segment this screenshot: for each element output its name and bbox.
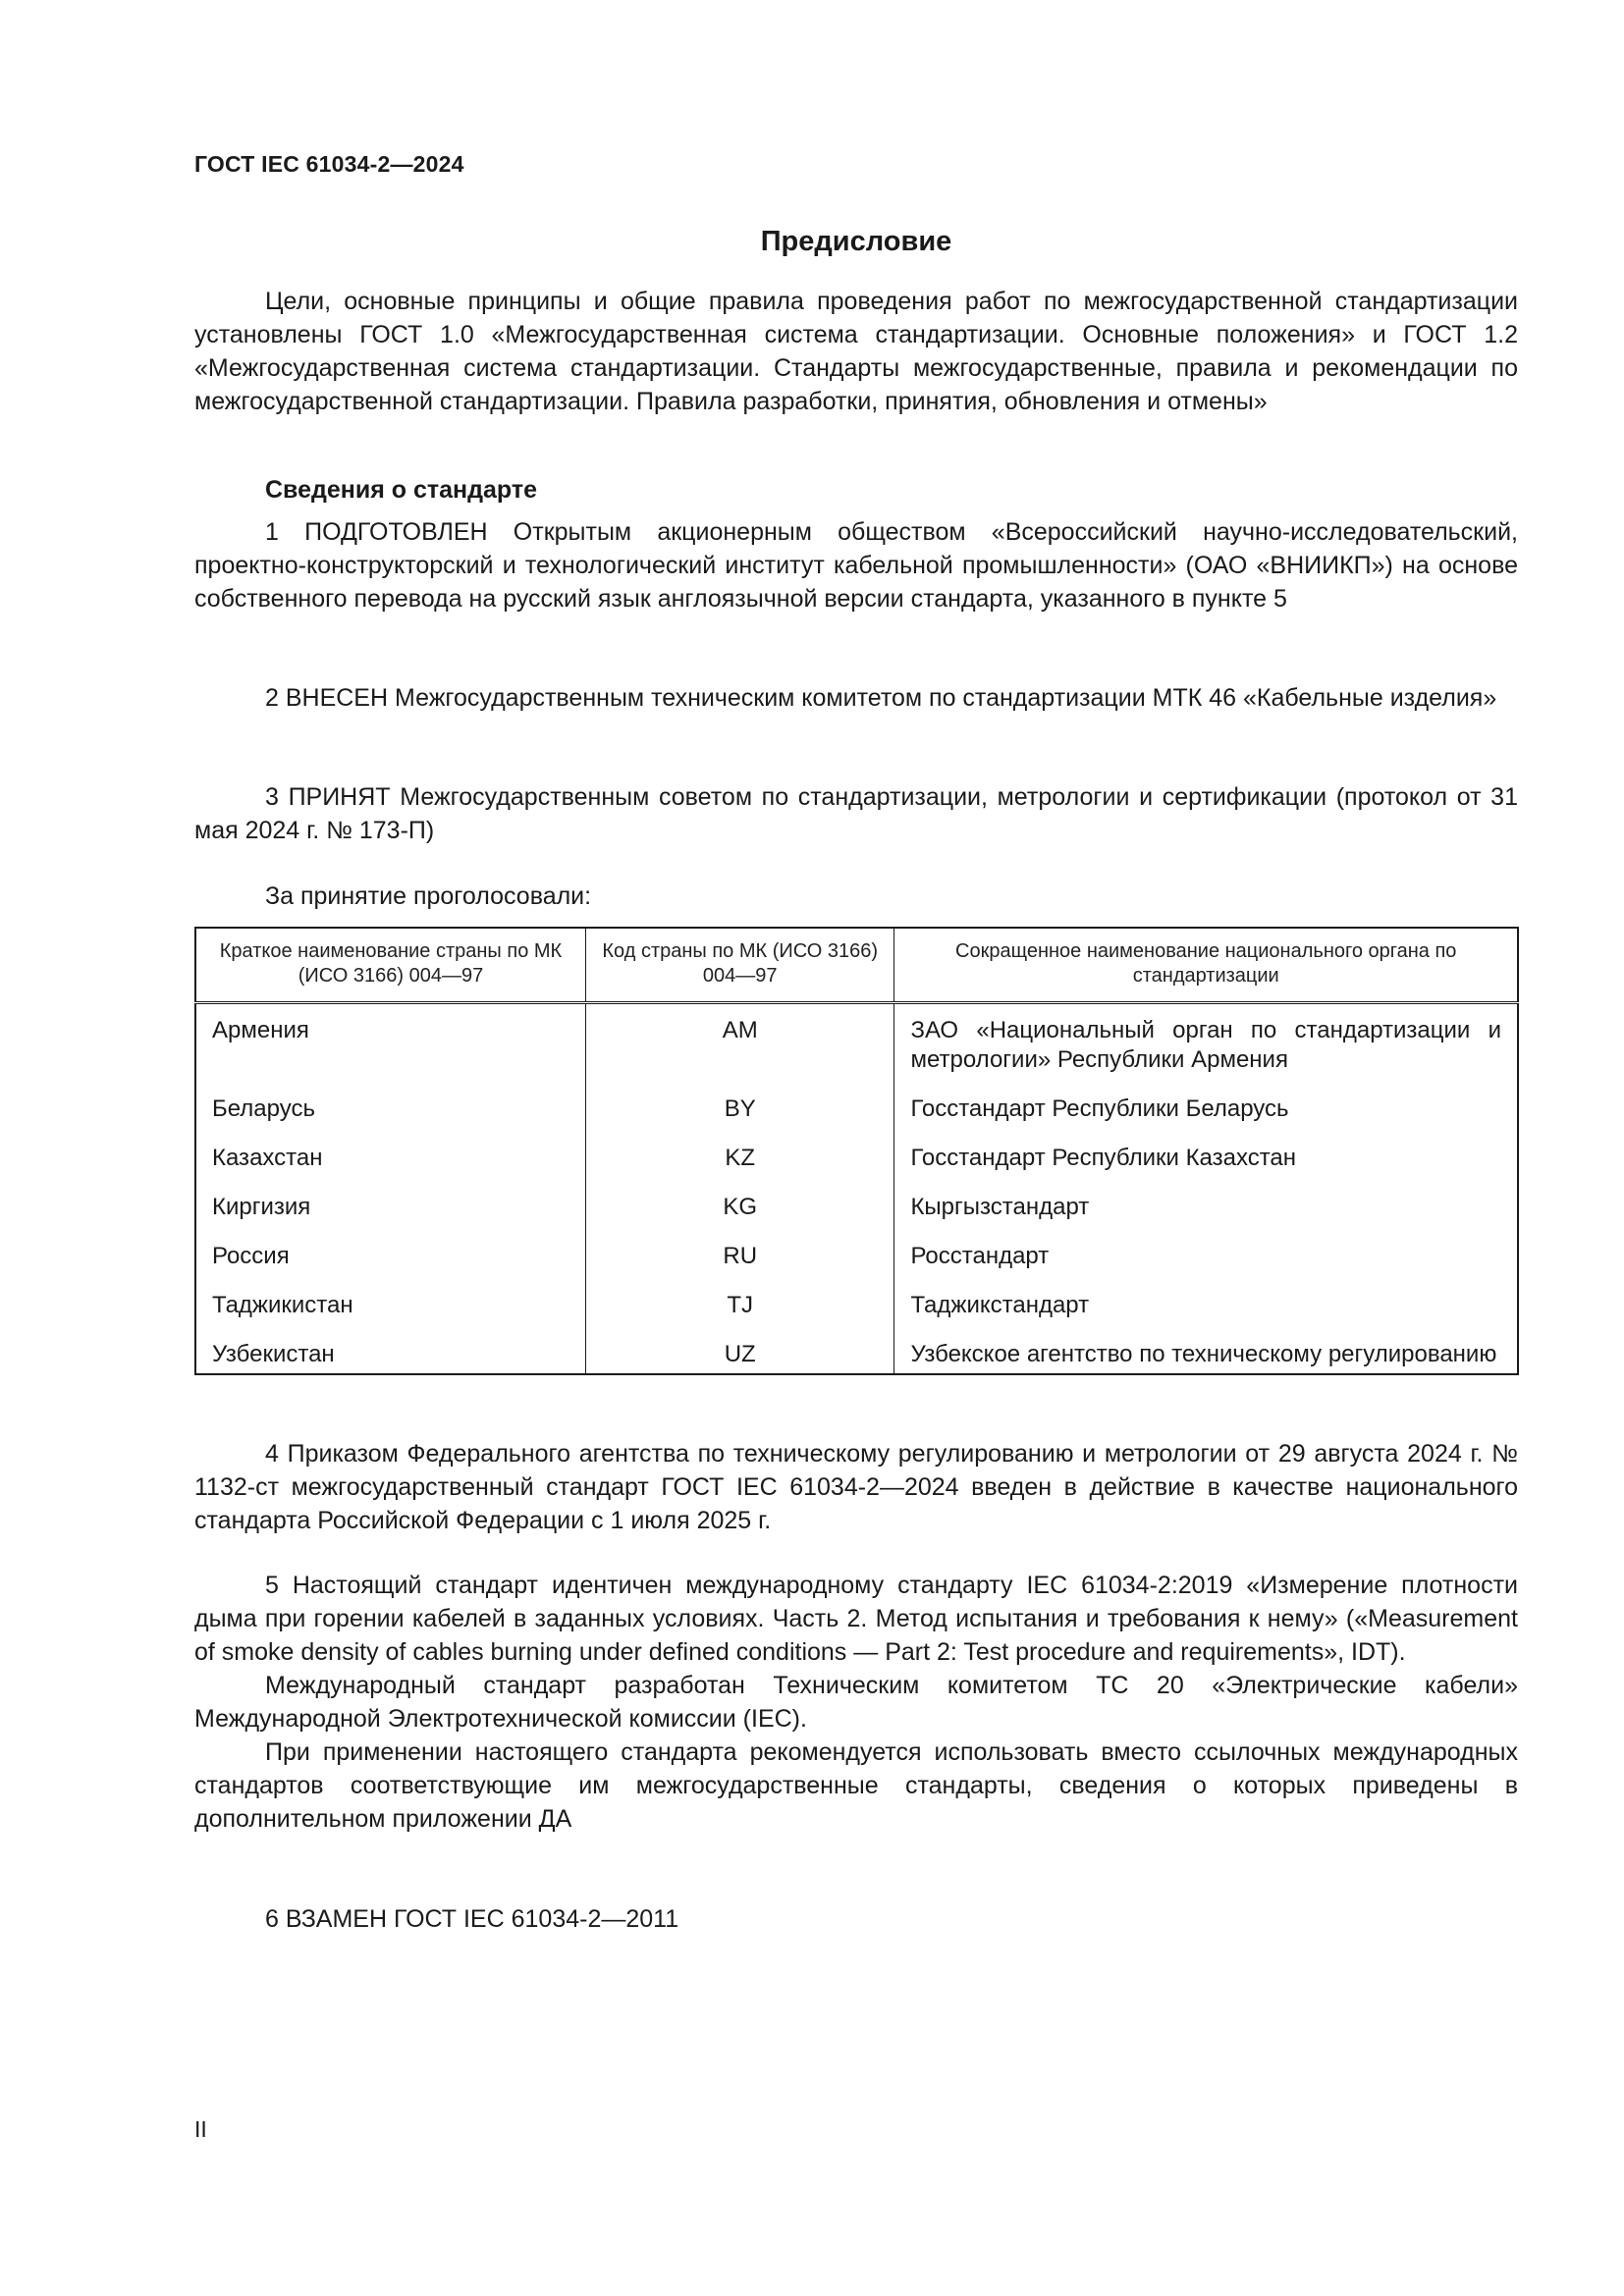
- code-cell: AM: [585, 1003, 893, 1095]
- org-cell: Таджикстандарт: [894, 1291, 1518, 1340]
- org-cell: ЗАО «Национальный орган по стандартизации и метрологии» Республики Армения: [894, 1003, 1518, 1095]
- country-cell: Киргизия: [195, 1193, 585, 1242]
- item-2-paragraph: 2 ВНЕСЕН Межгосударственным техническим комитетом по стандартизации МТК 46 «Кабельные изделия»: [265, 684, 1497, 712]
- item-3-block: [194, 780, 1518, 847]
- code-cell: BY: [585, 1095, 893, 1144]
- item-3-paragraph: 3 ПРИНЯТ Межгосударственным советом по стандартизации, метрологии и сертификации (протокол от 31 мая 2024 г. № 173-П): [194, 783, 1518, 844]
- intro-paragraph: Цели, основные принципы и общие правила проведения работ по межгосударственной стандартизации установлены ГОСТ 1.0 «Межгосударственная система стандартизации. Основные положения» и ГОСТ 1.2 «Межгосударственная система стандартизации. Стандарты межгосударственные, правила и рекомендации по межгосударственной стандартизации. Правила разработки, принятия, обновления и отмены»: [194, 288, 1518, 415]
- item-5-paragraph: 5 Настоящий стандарт идентичен международному стандарту IEC 61034-2:2019 «Измерение плотности дыма при горении кабелей в заданных условиях. Часть 2. Метод испытания и требования к нему» («Measurement of smoke density of cables burning under defined conditions — Part 2: Test procedure and requirements», IDT).: [194, 1572, 1518, 1666]
- country-cell: Россия: [195, 1242, 585, 1291]
- item-5-block: [194, 1569, 1518, 1836]
- header-org: Сокращенное наименование национального органа по стандартизации: [894, 928, 1518, 1003]
- info-heading: Сведения о стандарте: [265, 476, 538, 504]
- item-4-paragraph: 4 Приказом Федерального агентства по техническому регулированию и метрологии от 29 августа 2024 г. № 1132-ст межгосударственный стандарт ГОСТ IEC 61034-2—2024 введен в действие в качестве национального стандарта Российской Федерации с 1 июля 2025 г.: [194, 1440, 1518, 1534]
- code-cell: KZ: [585, 1144, 893, 1193]
- code-cell: RU: [585, 1242, 893, 1291]
- country-cell: Узбекистан: [195, 1340, 585, 1374]
- item-4-block: [194, 1437, 1518, 1537]
- table-row: [195, 1144, 1518, 1193]
- page-title: Предисловие: [760, 226, 952, 257]
- item-5-note-paragraph: При применении настоящего стандарта рекомендуется использовать вместо ссылочных международных стандартов соответствующие им межгосударственные стандарты, сведения о которых приведены в дополнительном приложении ДА: [194, 1738, 1518, 1833]
- item-6-paragraph: 6 ВЗАМЕН ГОСТ IEC 61034-2—2011: [265, 1905, 679, 1933]
- table-row: [195, 1340, 1518, 1374]
- info-heading-block: [194, 476, 1518, 505]
- header-code: Код страны по МК (ИСО 3166) 004—97: [585, 928, 893, 1003]
- table-row: [195, 1291, 1518, 1340]
- document-code: ГОСТ IEC 61034-2—2024: [194, 151, 464, 177]
- org-cell: Госстандарт Республики Беларусь: [894, 1095, 1518, 1144]
- code-cell: TJ: [585, 1291, 893, 1340]
- member-states-table: [194, 927, 1519, 1375]
- table-row: [195, 1242, 1518, 1291]
- code-cell: UZ: [585, 1340, 893, 1374]
- voted-label: За принятие проголосовали:: [265, 882, 592, 910]
- table-row: [195, 1003, 1518, 1095]
- table-header-row: [195, 928, 1518, 1003]
- org-cell: Кыргызстандарт: [894, 1193, 1518, 1242]
- item-1-block: [194, 515, 1518, 615]
- header-country: Краткое наименование страны по МК (ИСО 3166) 004—97: [195, 928, 585, 1003]
- item-6-block: [194, 1902, 1518, 1936]
- org-cell: Госстандарт Республики Казахстан: [894, 1144, 1518, 1193]
- country-cell: Казахстан: [195, 1144, 585, 1193]
- org-cell: Узбекское агентство по техническому регулированию: [894, 1340, 1518, 1374]
- item-2-block: [194, 681, 1518, 715]
- item-1-paragraph: 1 ПОДГОТОВЛЕН Открытым акционерным обществом «Всероссийский научно-исследовательский, проектно-конструкторский и технологический институт кабельной промышленности» (ОАО «ВНИИКП») на основе собственного перевода на русский язык англоязычной версии стандарта, указанного в пункте 5: [194, 518, 1518, 613]
- country-cell: Армения: [195, 1003, 585, 1095]
- table-row: [195, 1095, 1518, 1144]
- country-cell: Беларусь: [195, 1095, 585, 1144]
- org-cell: Росстандарт: [894, 1242, 1518, 1291]
- table-row: [195, 1193, 1518, 1242]
- page-number: II: [194, 2116, 207, 2142]
- country-cell: Таджикистан: [195, 1291, 585, 1340]
- item-5-developer-paragraph: Международный стандарт разработан Техническим комитетом TC 20 «Электрические кабели» Международной Электротехнической комиссии (IEC).: [194, 1672, 1518, 1733]
- code-cell: KG: [585, 1193, 893, 1242]
- voted-label-block: [194, 880, 1518, 913]
- intro-block: [194, 285, 1518, 418]
